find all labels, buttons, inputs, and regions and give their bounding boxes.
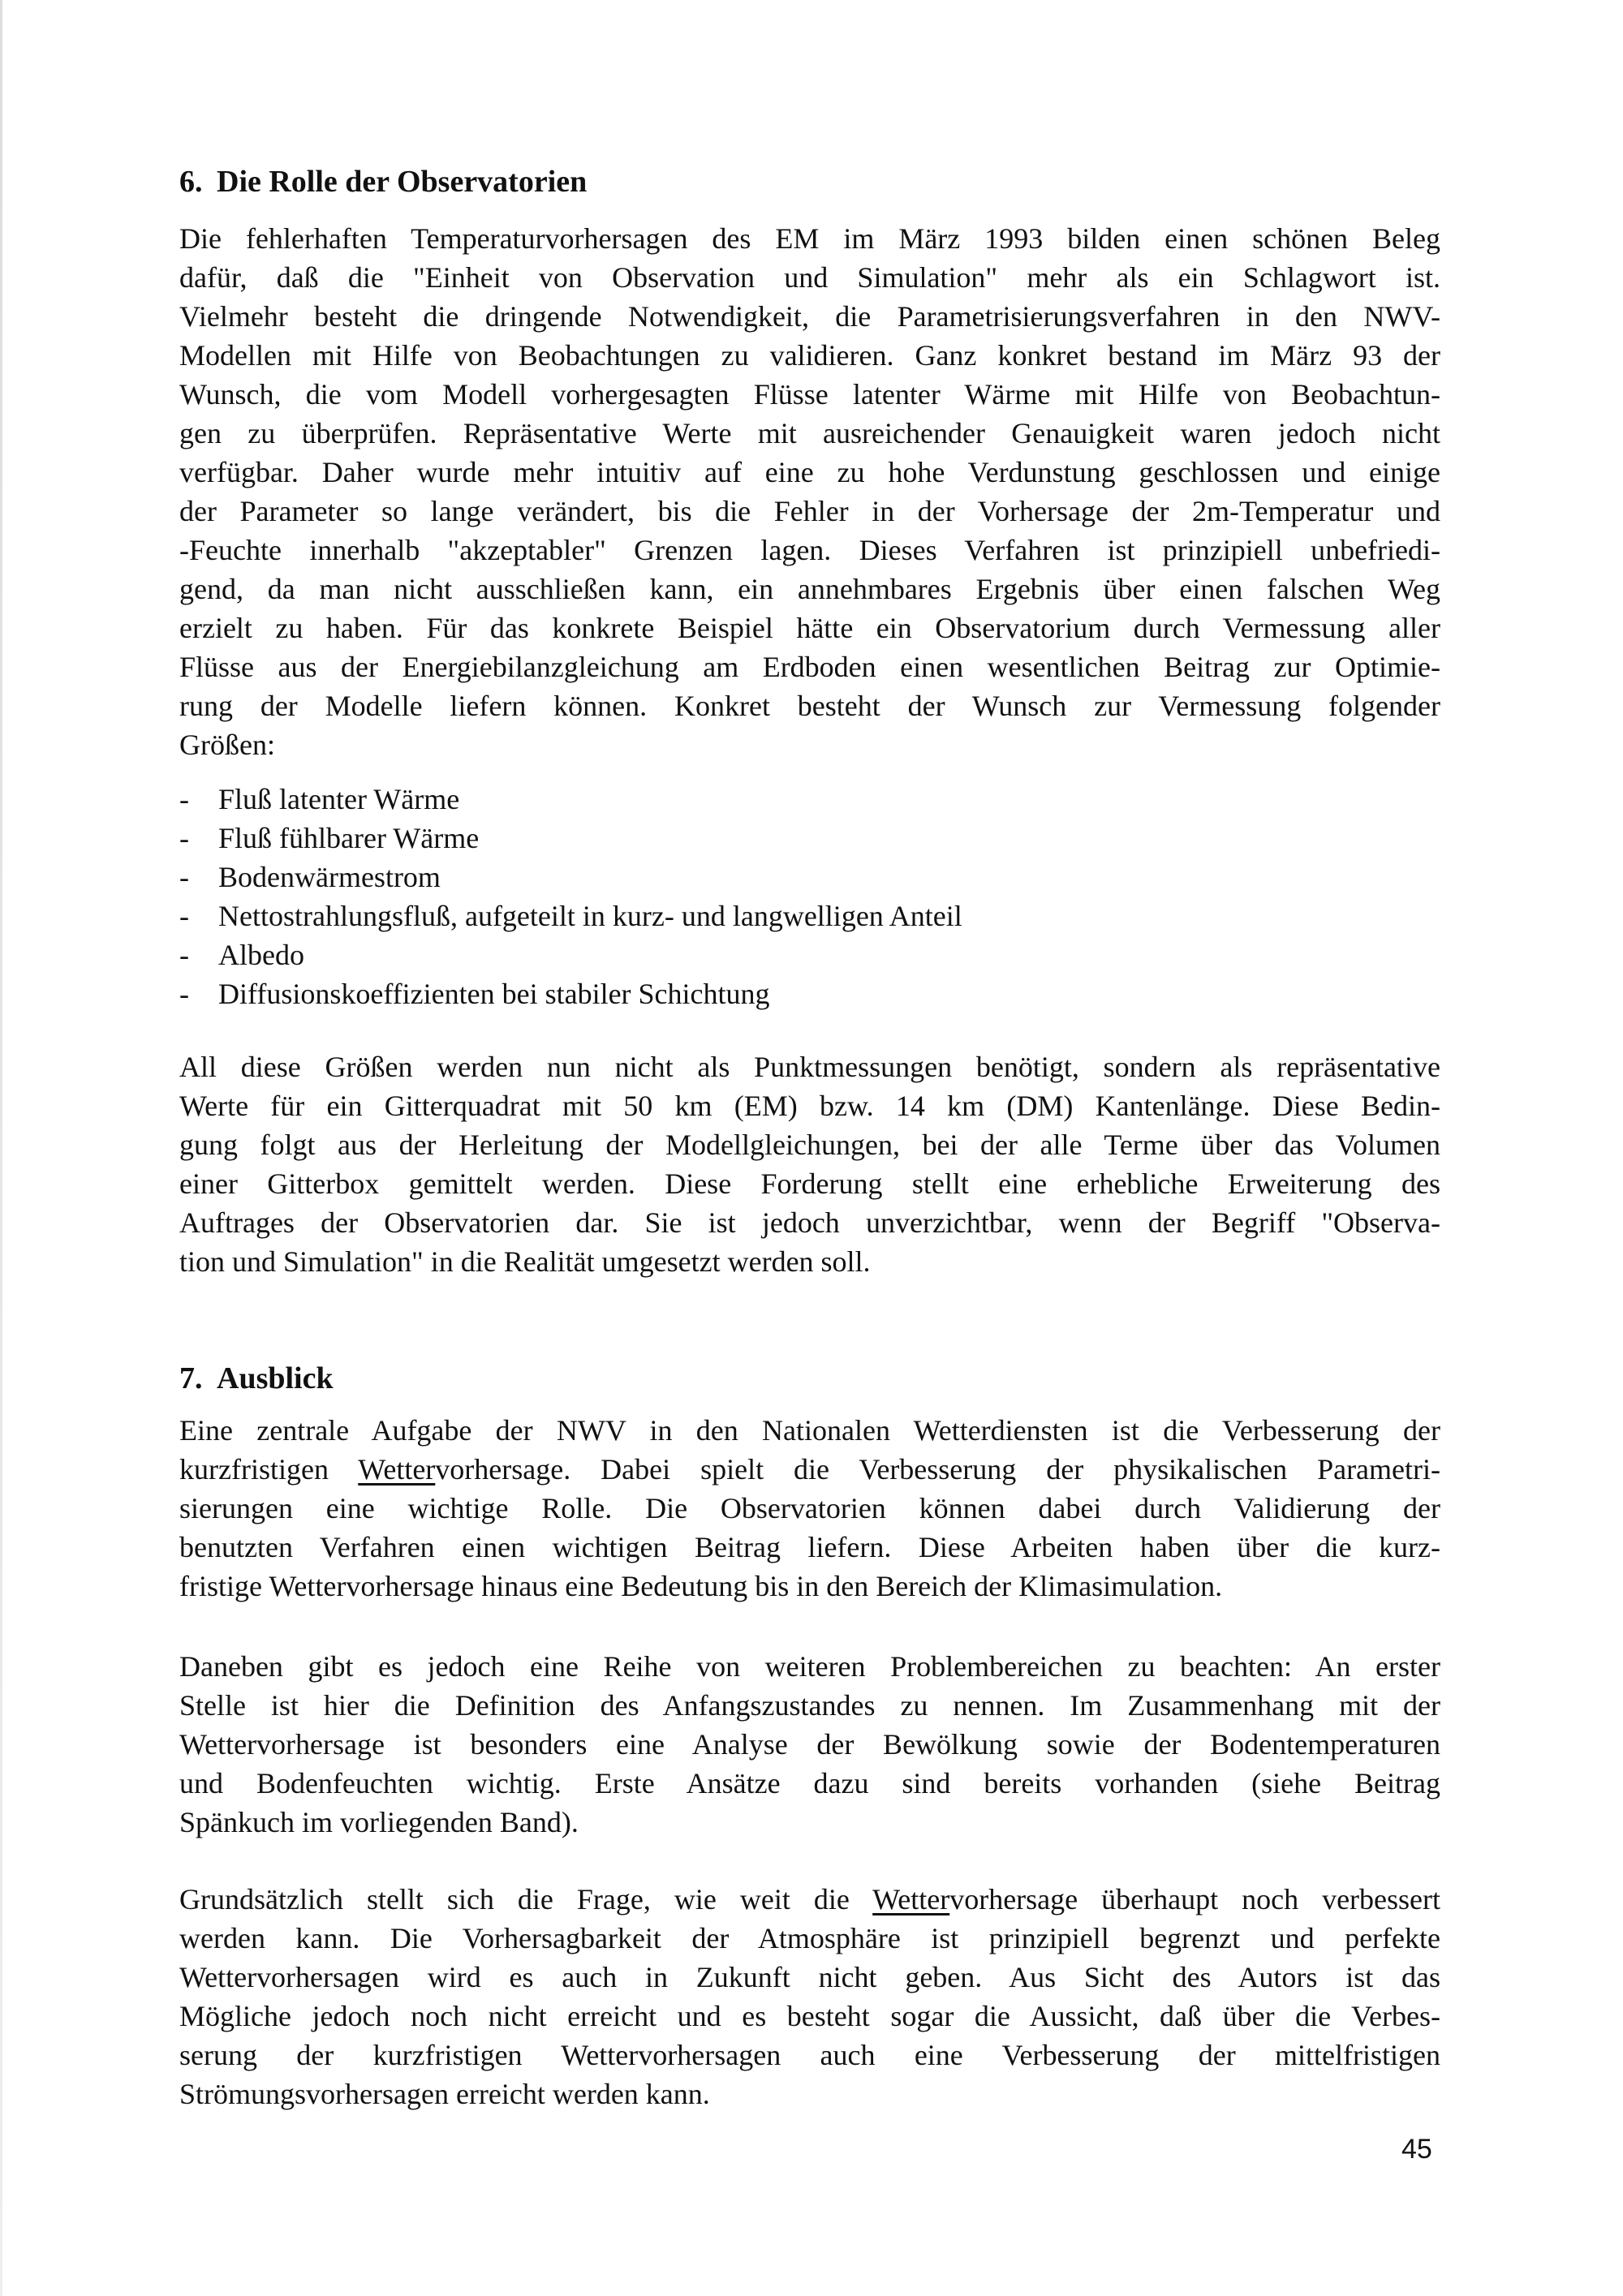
scan-edge — [0, 0, 2, 2296]
text-line: Werte für ein Gitterquadrat mit 50 km (EM) bzw. 14 km (DM) Kantenlänge. Diese Bedin- — [179, 1090, 1440, 1122]
section-title: Die Rolle der Observatorien — [217, 165, 588, 199]
text-line — [179, 2075, 1440, 2113]
text-segment: fristige Wettervorhersage hinaus eine Bedeutung bis in den Bereich der Klimasimulation. — [179, 1570, 1223, 1602]
list-item-text: Fluß fühlbarer Wärme — [218, 822, 480, 854]
text-line: rung der Modelle liefern können. Konkret besteht der Wunsch zur Vermessung folgender — [179, 690, 1440, 722]
text-line: Flüsse aus der Energiebilanzgleichung am Erdboden einen wesentlichen Beitrag zur Optimie- — [179, 651, 1440, 683]
section-title: Ausblick — [217, 1361, 334, 1395]
text-segment: kurzfristigen — [179, 1453, 359, 1486]
page-number: 45 — [1401, 2134, 1432, 2165]
text-line: Wunsch, die vom Modell vorhergesagten Flüsse latenter Wärme mit Hilfe von Beobachtun- — [179, 378, 1440, 411]
section-number: 6. — [179, 165, 203, 199]
list-item — [179, 935, 1440, 974]
list-item — [179, 819, 1440, 858]
text-segment: Wettervorhersage ist besonders eine Analyse der Bewölkung sowie der Bodentemperaturen — [179, 1728, 1440, 1761]
text-segment: und Bodenfeuchten wichtig. Erste Ansätze dazu sind bereits vorhanden (siehe Beitrag — [179, 1767, 1440, 1799]
text-segment: Wettervorhersagen wird es auch in Zukunft nicht geben. Aus Sicht des Autors ist das — [179, 1961, 1440, 1993]
list-item-text: Fluß latenter Wärme — [218, 783, 460, 815]
list-marker: - — [179, 900, 189, 932]
text-line — [179, 1528, 1440, 1567]
text-line — [179, 1997, 1440, 2036]
paragraph-1 — [179, 219, 1440, 764]
text-segment: serung der kurzfristigen Wettervorhersagen auch eine Verbesserung der mittelfristigen — [179, 2039, 1440, 2071]
section-7-heading — [179, 1359, 1440, 1398]
text-segment: vorhersage überhaupt noch verbessert — [949, 1883, 1440, 1915]
text-line — [179, 1450, 1440, 1489]
text-segment: Stelle ist hier die Definition des Anfangszustandes zu nennen. Im Zusammenhang mit der — [179, 1689, 1440, 1722]
list-item-text: Nettostrahlungsfluß, aufgeteilt in kurz- und langwelligen Anteil — [218, 900, 962, 932]
text-line — [179, 1647, 1440, 1686]
list-item-text: Bodenwärmestrom — [218, 861, 441, 893]
text-line: Modellen mit Hilfe von Beobachtungen zu validieren. Ganz konkret bestand im März 93 der — [179, 339, 1440, 372]
paragraph-3 — [179, 1411, 1440, 1606]
text-line: gen zu überprüfen. Repräsentative Werte mit ausreichender Genauigkeit waren jedoch nicht — [179, 417, 1440, 449]
list-marker: - — [179, 861, 189, 893]
list-item — [179, 974, 1440, 1013]
text-line: erzielt zu haben. Für das konkrete Beispiel hätte ein Observatorium durch Vermessung aller — [179, 612, 1440, 644]
text-line: Größen: — [179, 729, 275, 761]
text-segment: Eine zentrale Aufgabe der NWV in den Nationalen Wetterdiensten ist die Verbesserung der — [179, 1414, 1440, 1447]
text-line — [179, 1764, 1440, 1803]
paragraph-2 — [179, 1047, 1440, 1281]
text-line — [179, 1880, 1440, 1919]
bullet-list — [179, 780, 1440, 1013]
text-line — [179, 1803, 1440, 1842]
list-item — [179, 858, 1440, 896]
text-line: -Feuchte innerhalb "akzeptabler" Grenzen lagen. Dieses Verfahren ist prinzipiell unbefriedi- — [179, 534, 1440, 566]
paragraph-5 — [179, 1880, 1440, 2113]
list-item — [179, 896, 1440, 935]
text-segment: Strömungsvorhersagen erreicht werden kann. — [179, 2078, 710, 2110]
underlined-word: Wetter — [358, 1453, 436, 1486]
list-marker: - — [179, 783, 189, 815]
text-line: der Parameter so lange verändert, bis die Fehler in der Vorhersage der 2m-Temperatur und — [179, 495, 1440, 527]
text-line — [179, 1686, 1440, 1725]
list-marker: - — [179, 978, 189, 1010]
text-line: Vielmehr besteht die dringende Notwendigkeit, die Parametrisierungsverfahren in den NWV- — [179, 300, 1440, 333]
text-segment: Grundsätzlich stellt sich die Frage, wie weit die — [179, 1883, 873, 1915]
list-marker: - — [179, 822, 189, 854]
list-item — [179, 780, 1440, 819]
text-line: gung folgt aus der Herleitung der Modellgleichungen, bei der alle Terme über das Volumen — [179, 1129, 1440, 1161]
text-line: gend, da man nicht ausschließen kann, ein annehmbares Ergebnis über einen falschen Weg — [179, 573, 1440, 605]
text-line — [179, 1919, 1440, 1958]
text-segment: benutzten Verfahren einen wichtigen Beitrag liefern. Diese Arbeiten haben über die kurz- — [179, 1531, 1440, 1563]
text-line: einer Gitterbox gemittelt werden. Diese Forderung stellt eine erhebliche Erweiterung des — [179, 1167, 1440, 1200]
list-marker: - — [179, 939, 189, 971]
text-line — [179, 1411, 1440, 1450]
text-segment: Mögliche jedoch noch nicht erreicht und es besteht sogar die Aussicht, daß über die Verbes- — [179, 2000, 1440, 2032]
text-line — [179, 1958, 1440, 1997]
text-segment: Daneben gibt es jedoch eine Reihe von weiteren Problembereichen zu beachten: An erster — [179, 1650, 1440, 1683]
section-6-heading — [179, 162, 1440, 201]
list-item-text: Diffusionskoeffizienten bei stabiler Schichtung — [218, 978, 770, 1010]
section-number: 7. — [179, 1361, 203, 1395]
text-line — [179, 2036, 1440, 2075]
text-segment: Spänkuch im vorliegenden Band). — [179, 1806, 579, 1838]
text-segment: sierungen eine wichtige Rolle. Die Observatorien können dabei durch Validierung der — [179, 1492, 1440, 1524]
text-line — [179, 1567, 1440, 1606]
text-line — [179, 1489, 1440, 1528]
text-line: verfügbar. Daher wurde mehr intuitiv auf eine zu hohe Verdunstung geschlossen und einige — [179, 456, 1440, 488]
text-segment: werden kann. Die Vorhersagbarkeit der Atmosphäre ist prinzipiell begrenzt und perfekte — [179, 1922, 1440, 1954]
text-line: tion und Simulation" in die Realität umgesetzt werden soll. — [179, 1245, 871, 1278]
text-line: All diese Größen werden nun nicht als Punktmessungen benötigt, sondern als repräsentative — [179, 1051, 1440, 1083]
list-item-text: Albedo — [218, 939, 304, 971]
text-line — [179, 1725, 1440, 1764]
text-line: Auftrages der Observatorien dar. Sie ist jedoch unverzichtbar, wenn der Begriff "Observa- — [179, 1206, 1440, 1239]
text-segment: vorhersage. Dabei spielt die Verbesserung der physikalischen Parametri- — [435, 1453, 1440, 1486]
underlined-word: Wetter — [872, 1883, 950, 1915]
text-line: dafür, daß die "Einheit von Observation und Simulation" mehr als ein Schlagwort ist. — [179, 261, 1440, 294]
paragraph-4 — [179, 1647, 1440, 1842]
text-line: Die fehlerhaften Temperaturvorhersagen des EM im März 1993 bilden einen schönen Beleg — [179, 222, 1440, 255]
